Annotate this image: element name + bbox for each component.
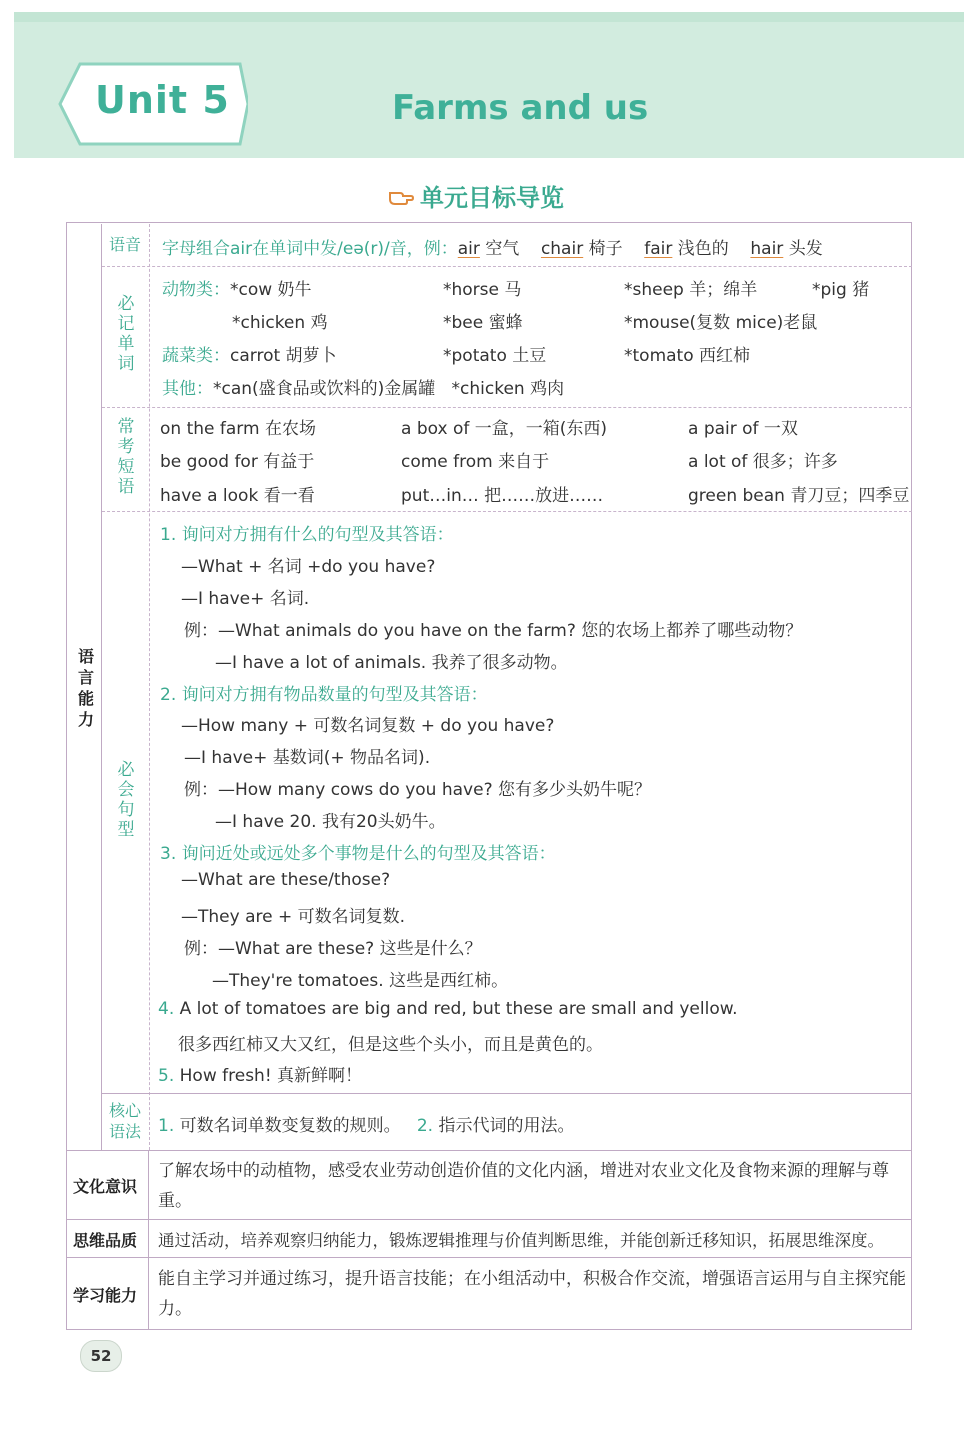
category-label: 蔬菜类： (162, 346, 230, 366)
sentence-line: —I have+ 基数词(+ 物品名词). (184, 748, 431, 768)
sentences-label: 必会句型 (117, 760, 135, 840)
grammar-label: 核心语法 (108, 1101, 141, 1141)
sentence-4 (158, 999, 738, 1019)
vocab-item: *potato 土豆 (443, 346, 547, 366)
subtitle-text: 单元目标导览 (420, 184, 564, 212)
example-word: chair (540, 239, 584, 259)
vocab-item: *horse 马 (443, 280, 522, 300)
sentence-text: How fresh! 真新鲜啊！ (179, 1066, 363, 1086)
sentence-english: A lot of tomatoes are big and red, but these are small and yellow. (179, 999, 738, 1019)
vocab-others-row (162, 374, 564, 399)
vocab-item: *can(盛食品或饮料的)金属罐 (213, 379, 436, 399)
thinking-text: 通过活动，培养观察归纳能力，锻炼逻辑推理与价值判断思维，并能创新迁移知识，拓展思维深度。 (158, 1231, 884, 1250)
example-word: air (457, 239, 480, 259)
sentence-line: —How many + 可数名词复数 + do you have? (181, 716, 555, 736)
sentence-line: —What + 名词 +do you have? (181, 557, 436, 577)
divider (66, 1219, 912, 1220)
vocabulary-label: 必记单词 (117, 294, 135, 374)
culture-text: 了解农场中的动植物，感受农业劳动创造价值的文化内涵，增进对农业文化及食物来源的理解与尊重。 (158, 1161, 889, 1211)
grammar-item: 指示代词的用法。 (438, 1116, 575, 1136)
page-number: 52 (80, 1340, 122, 1372)
phrase-item: a pair of 一双 (688, 419, 798, 439)
thinking-label: 思维品质 (73, 1231, 138, 1250)
example-word: fair (644, 239, 673, 259)
sentence-number: 4. (158, 999, 175, 1019)
sentence-line: —They are + 可数名词复数. (181, 907, 406, 927)
divider (66, 1150, 912, 1151)
vocab-item: *mouse(复数 mice)老鼠 (624, 313, 818, 333)
phrase-item: green bean 青刀豆；四季豆 (688, 486, 910, 506)
pointing-hand-icon (388, 185, 414, 207)
vocab-item: carrot 胡萝卜 (230, 346, 337, 366)
divider (66, 1257, 912, 1258)
sentence-5 (158, 1061, 362, 1086)
divider (102, 511, 912, 512)
grammar-number: 1. (158, 1116, 175, 1136)
example-meaning: 头发 (788, 239, 823, 259)
sentence-4-translation: 很多西红柿又大又红，但是这些个头小，而且是黄色的。 (178, 1035, 603, 1055)
example-meaning: 空气 (485, 239, 520, 259)
learning-text: 能自主学习并通过练习，提升语言技能；在小组活动中，积极合作交流，增强语言运用与自主探究能力。 (158, 1269, 906, 1319)
example-meaning: 椅子 (588, 239, 623, 259)
category-label: 其他： (162, 379, 213, 399)
example-word: hair (750, 239, 784, 259)
vocab-item: *sheep 羊；绵羊 (624, 280, 758, 300)
vocab-item: *chicken 鸡 (232, 313, 328, 333)
sentence-line: —What are these/those? (181, 870, 391, 890)
sentence-example: —They're tomatoes. 这些是西红柿。 (212, 971, 509, 991)
pronunciation-rule (162, 234, 823, 259)
grammar-item: 可数名词单数变复数的规则。 (179, 1116, 401, 1136)
phrase-item: a lot of 很多；许多 (688, 452, 838, 472)
vocab-animals-label (162, 275, 312, 300)
phrase-item: on the farm 在农场 (160, 419, 316, 439)
phrase-item: have a look 看一看 (160, 486, 315, 506)
divider (102, 1093, 912, 1094)
language-ability-label: 语言能力 (77, 647, 94, 729)
vocab-item: *cow 奶牛 (230, 280, 312, 300)
divider (102, 407, 912, 408)
unit-label: Unit 5 (95, 78, 230, 122)
category-label: 动物类： (162, 280, 230, 300)
vocab-item: *tomato 西红柿 (624, 346, 751, 366)
sentence-title-1: 1. 询问对方拥有什么的句型及其答语： (160, 525, 454, 545)
vocab-vegetables-row (162, 341, 337, 366)
grammar-items (158, 1111, 575, 1136)
page-title: Farms and us (392, 88, 649, 128)
pronunciation-label: 语音 (109, 235, 142, 254)
header-stripe (14, 12, 964, 22)
divider (101, 224, 102, 1150)
divider (148, 1150, 149, 1330)
sentence-title-3: 3. 询问近处或远处多个事物是什么的句型及其答语： (160, 844, 556, 864)
phrase-item: a box of 一盒，一箱(东西) (401, 419, 608, 439)
culture-label: 文化意识 (73, 1177, 138, 1196)
section-subtitle (388, 178, 564, 213)
sentence-example: —I have 20. 我有20头奶牛。 (215, 812, 446, 832)
vocab-item: *pig 猪 (812, 280, 870, 300)
vocab-item: *bee 蜜蜂 (443, 313, 523, 333)
phrase-item: be good for 有益于 (160, 452, 315, 472)
grammar-number: 2. (416, 1116, 434, 1136)
sentence-number: 5. (158, 1066, 175, 1086)
divider (149, 224, 150, 1150)
sentence-example: 例：—What animals do you have on the farm? 您的农场上都养了哪些动物？ (184, 621, 803, 641)
sentence-example: —I have a lot of animals. 我养了很多动物。 (215, 653, 568, 673)
pronunciation-prefix: 字母组合air在单词中发/eə(r)/音，例： (162, 239, 458, 259)
sentence-example: 例：—How many cows do you have? 您有多少头奶牛呢？ (184, 780, 651, 800)
learning-label: 学习能力 (73, 1286, 138, 1305)
phrases-label: 常考短语 (117, 417, 135, 497)
example-meaning: 浅色的 (677, 239, 729, 259)
phrase-item: put…in… 把……放进…… (401, 486, 604, 506)
sentence-example: 例：—What are these? 这些是什么？ (184, 939, 482, 959)
vocab-item: *chicken 鸡肉 (451, 379, 565, 399)
sentence-line: —I have+ 名词. (181, 589, 310, 609)
sentence-title-2: 2. 询问对方拥有物品数量的句型及其答语： (160, 685, 488, 705)
phrase-item: come from 来自于 (401, 452, 550, 472)
divider (102, 266, 912, 267)
